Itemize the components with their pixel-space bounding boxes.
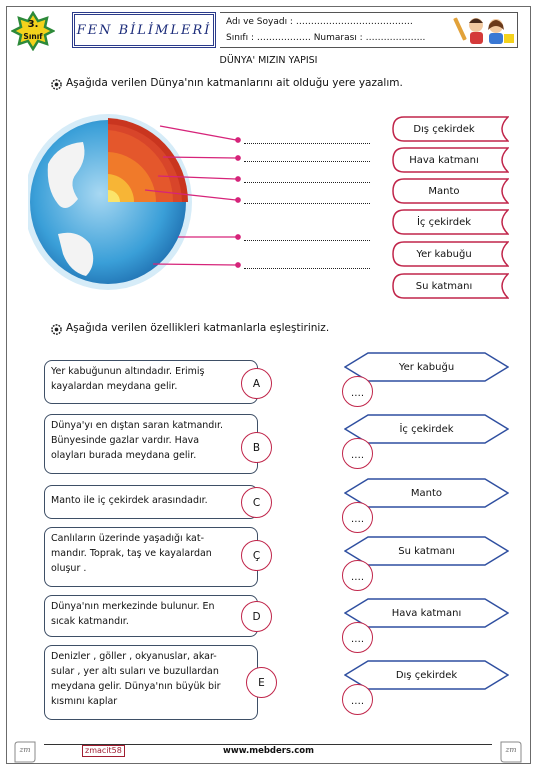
grade-word: Sınıf xyxy=(23,32,43,41)
layer-label-tag xyxy=(392,178,509,204)
answer-circle[interactable]: …. xyxy=(342,684,373,715)
layer-label-tag xyxy=(392,209,509,235)
layer-label: Manto xyxy=(428,185,460,197)
match-layer-hexagon xyxy=(344,598,509,628)
author-tag: zmacit58 xyxy=(82,745,125,757)
statement-line: meydana gelir. Dünya'nın büyük bir xyxy=(51,681,221,692)
statement-line: Denizler , göller , okyanuslar, akar- xyxy=(51,651,217,662)
statement-box-a xyxy=(44,360,258,404)
layer-label: Yer kabuğu xyxy=(416,248,472,260)
match-layer-label: Dış çekirdek xyxy=(395,669,458,681)
statement-box-d xyxy=(44,595,258,637)
letter-circle-d: D xyxy=(241,601,272,632)
letter-circle-c: C xyxy=(241,487,272,518)
layer-label-tag xyxy=(392,241,509,267)
grade-number: 3. xyxy=(27,19,39,30)
statement-line: mandır. Toprak, taş ve kayalardan xyxy=(51,548,212,559)
match-layer-hexagon xyxy=(344,478,509,508)
statement-line: sıcak katmandır. xyxy=(51,616,129,627)
statement-line: kısmını kaplar xyxy=(51,696,118,707)
answer-circle[interactable]: …. xyxy=(342,560,373,591)
statement-box-e xyxy=(44,645,258,720)
letter-circle-e: E xyxy=(246,667,277,698)
letter-circle-b: B xyxy=(241,432,272,463)
statement-line: Dünya'nın merkezinde bulunur. En xyxy=(51,601,215,612)
layer-label-tag xyxy=(392,116,509,142)
match-layer-hexagon xyxy=(344,352,509,382)
statement-line: Manto ile iç çekirdek arasındadır. xyxy=(51,495,208,506)
gear-icon xyxy=(51,324,62,335)
subject-title: FEN BİLİMLERİ xyxy=(76,22,212,38)
statement-line: Bünyesinde gazlar vardır. Hava xyxy=(51,435,200,446)
statement-line: sular , yer altı suları ve buzullardan xyxy=(51,666,219,677)
answer-line-6[interactable] xyxy=(244,268,370,269)
question-2-text: Aşağıda verilen özellikleri katmanlarla eşleştiriniz. xyxy=(66,322,330,334)
letter-circle-cc: Ç xyxy=(241,540,272,571)
layer-label-tag xyxy=(392,273,509,299)
layer-label-tag xyxy=(392,147,509,173)
match-layer-label: Su katmanı xyxy=(398,545,455,557)
answer-line-2[interactable] xyxy=(244,161,370,162)
answer-circle[interactable]: …. xyxy=(342,502,373,533)
statement-line: Canlıların üzerinde yaşadığı kat- xyxy=(51,533,204,544)
statement-line: Dünya'yı en dıştan saran katmandır. xyxy=(51,420,224,431)
layer-label: Hava katmanı xyxy=(409,154,479,166)
statement-box-cc xyxy=(44,527,258,587)
corner-logo-text: zm xyxy=(505,745,517,754)
corner-logo-left xyxy=(14,741,36,763)
match-layer-hexagon xyxy=(344,536,509,566)
layer-label: İç çekirdek xyxy=(416,216,472,228)
match-layer-label: Hava katmanı xyxy=(391,607,462,619)
answer-circle[interactable]: …. xyxy=(342,376,373,407)
statement-line: olayları burada meydana gelir. xyxy=(51,450,197,461)
answer-line-4[interactable] xyxy=(244,203,370,204)
question-1-text: Aşağıda verilen Dünya'nın katmanlarını ait olduğu yere yazalım. xyxy=(66,77,403,89)
website-link[interactable]: www.mebders.com xyxy=(222,746,314,756)
statement-box-c xyxy=(44,485,258,519)
statement-line: kayalardan meydana gelir. xyxy=(51,381,178,392)
layer-label: Dış çekirdek xyxy=(413,123,475,135)
letter-circle-a: A xyxy=(241,368,272,399)
match-layer-label: İç çekirdek xyxy=(399,423,454,435)
answer-line-1[interactable] xyxy=(244,143,370,144)
answer-line-5[interactable] xyxy=(244,240,370,241)
answer-circle[interactable]: …. xyxy=(342,622,373,653)
answer-line-3[interactable] xyxy=(244,182,370,183)
match-layer-label: Manto xyxy=(410,487,443,499)
layer-label: Su katmanı xyxy=(415,280,473,292)
page-title: DÜNYA' MIZIN YAPISI xyxy=(219,55,318,66)
answer-circle[interactable]: …. xyxy=(342,438,373,469)
statement-line: oluşur . xyxy=(51,563,87,574)
corner-logo-text: zm xyxy=(19,745,31,754)
statement-box-b xyxy=(44,414,258,474)
match-layer-hexagon xyxy=(344,414,509,444)
corner-logo-right xyxy=(500,741,522,763)
name-field[interactable]: Adı ve Soyadı : ………………………………… xyxy=(226,17,413,27)
match-layer-label: Yer kabuğu xyxy=(398,361,455,373)
class-number-field[interactable]: Sınıfı : ……………… Numarası : ……………….. xyxy=(226,33,426,43)
match-layer-hexagon xyxy=(344,660,509,690)
statement-line: Yer kabuğunun altındadır. Erimiş xyxy=(51,366,205,377)
